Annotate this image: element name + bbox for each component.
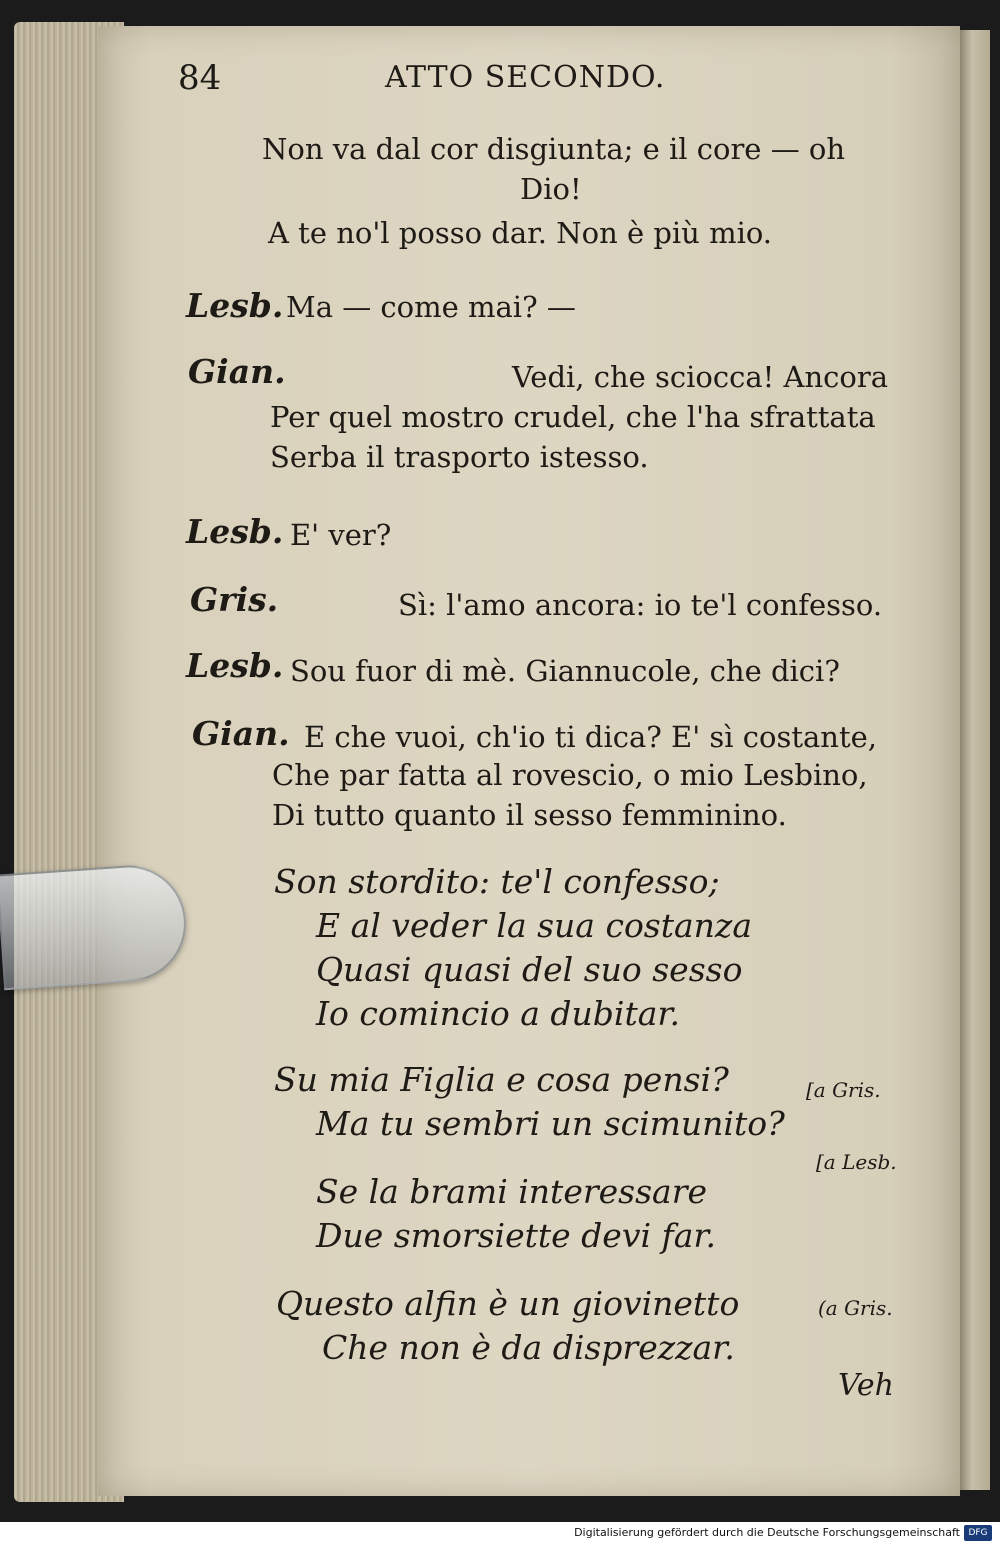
aria-line: Io comincio a dubitar. — [316, 994, 681, 1033]
aria-line: Son stordito: te'l confesso; — [274, 862, 720, 901]
text-line: Vedi, che sciocca! Ancora — [512, 360, 888, 394]
text-line: Ma — come mai? — — [286, 290, 576, 324]
text-line: E' ver? — [290, 518, 392, 552]
text-line: Di tutto quanto il sesso femminino. — [272, 798, 787, 832]
speaker-name: Lesb. — [186, 646, 284, 685]
speaker-name: Lesb. — [186, 512, 284, 551]
catchword: Veh — [838, 1368, 894, 1403]
aria-line: E al veder la sua costanza — [316, 906, 752, 945]
page-number: 84 — [178, 58, 222, 98]
aria-line: Che non è da disprezzar. — [322, 1328, 735, 1367]
footer-credit: Digitalisierung gefördert durch die Deutsche Forschungsgemeinschaft — [574, 1526, 960, 1539]
text-line: Non va dal cor disgiunta; e il core — oh — [262, 132, 846, 166]
text-line: Per quel mostro crudel, che l'ha sfrattata — [270, 400, 876, 434]
dfg-logo-icon: DFG — [964, 1525, 992, 1541]
text-line: Sì: l'amo ancora: io te'l confesso. — [398, 588, 883, 622]
stage-direction: [a Gris. — [806, 1078, 881, 1102]
text-line: E che vuoi, ch'io ti dica? E' sì costante, — [304, 720, 878, 754]
footer-bar — [0, 1522, 1000, 1546]
text-line: A te no'l posso dar. Non è più mio. — [268, 216, 773, 250]
speaker-name: Lesb. — [186, 286, 284, 325]
text-line: Sou fuor di mè. Giannucole, che dici? — [290, 654, 840, 688]
speaker-name: Gris. — [190, 580, 279, 619]
stage-direction: (a Gris. — [818, 1296, 893, 1320]
running-head: ATTO SECONDO. — [385, 60, 666, 95]
aria-line: Quasi quasi del suo sesso — [316, 950, 743, 989]
speaker-name: Gian. — [192, 714, 290, 753]
aria-line: Su mia Figlia e cosa pensi? — [274, 1060, 729, 1099]
aria-line: Due smorsiette devi far. — [316, 1216, 717, 1255]
aria-line: Se la brami interessare — [316, 1172, 708, 1211]
aria-line: Ma tu sembri un scimunito? — [316, 1104, 785, 1143]
stage-direction: [a Lesb. — [816, 1150, 897, 1174]
opposite-page-edge — [960, 30, 990, 1490]
aria-line: Questo alfin è un giovinetto — [276, 1284, 740, 1323]
text-line: Dio! — [520, 172, 582, 206]
text-line: Serba il trasporto istesso. — [270, 440, 649, 474]
speaker-name: Gian. — [188, 352, 286, 391]
text-line: Che par fatta al rovescio, o mio Lesbino, — [272, 758, 868, 792]
